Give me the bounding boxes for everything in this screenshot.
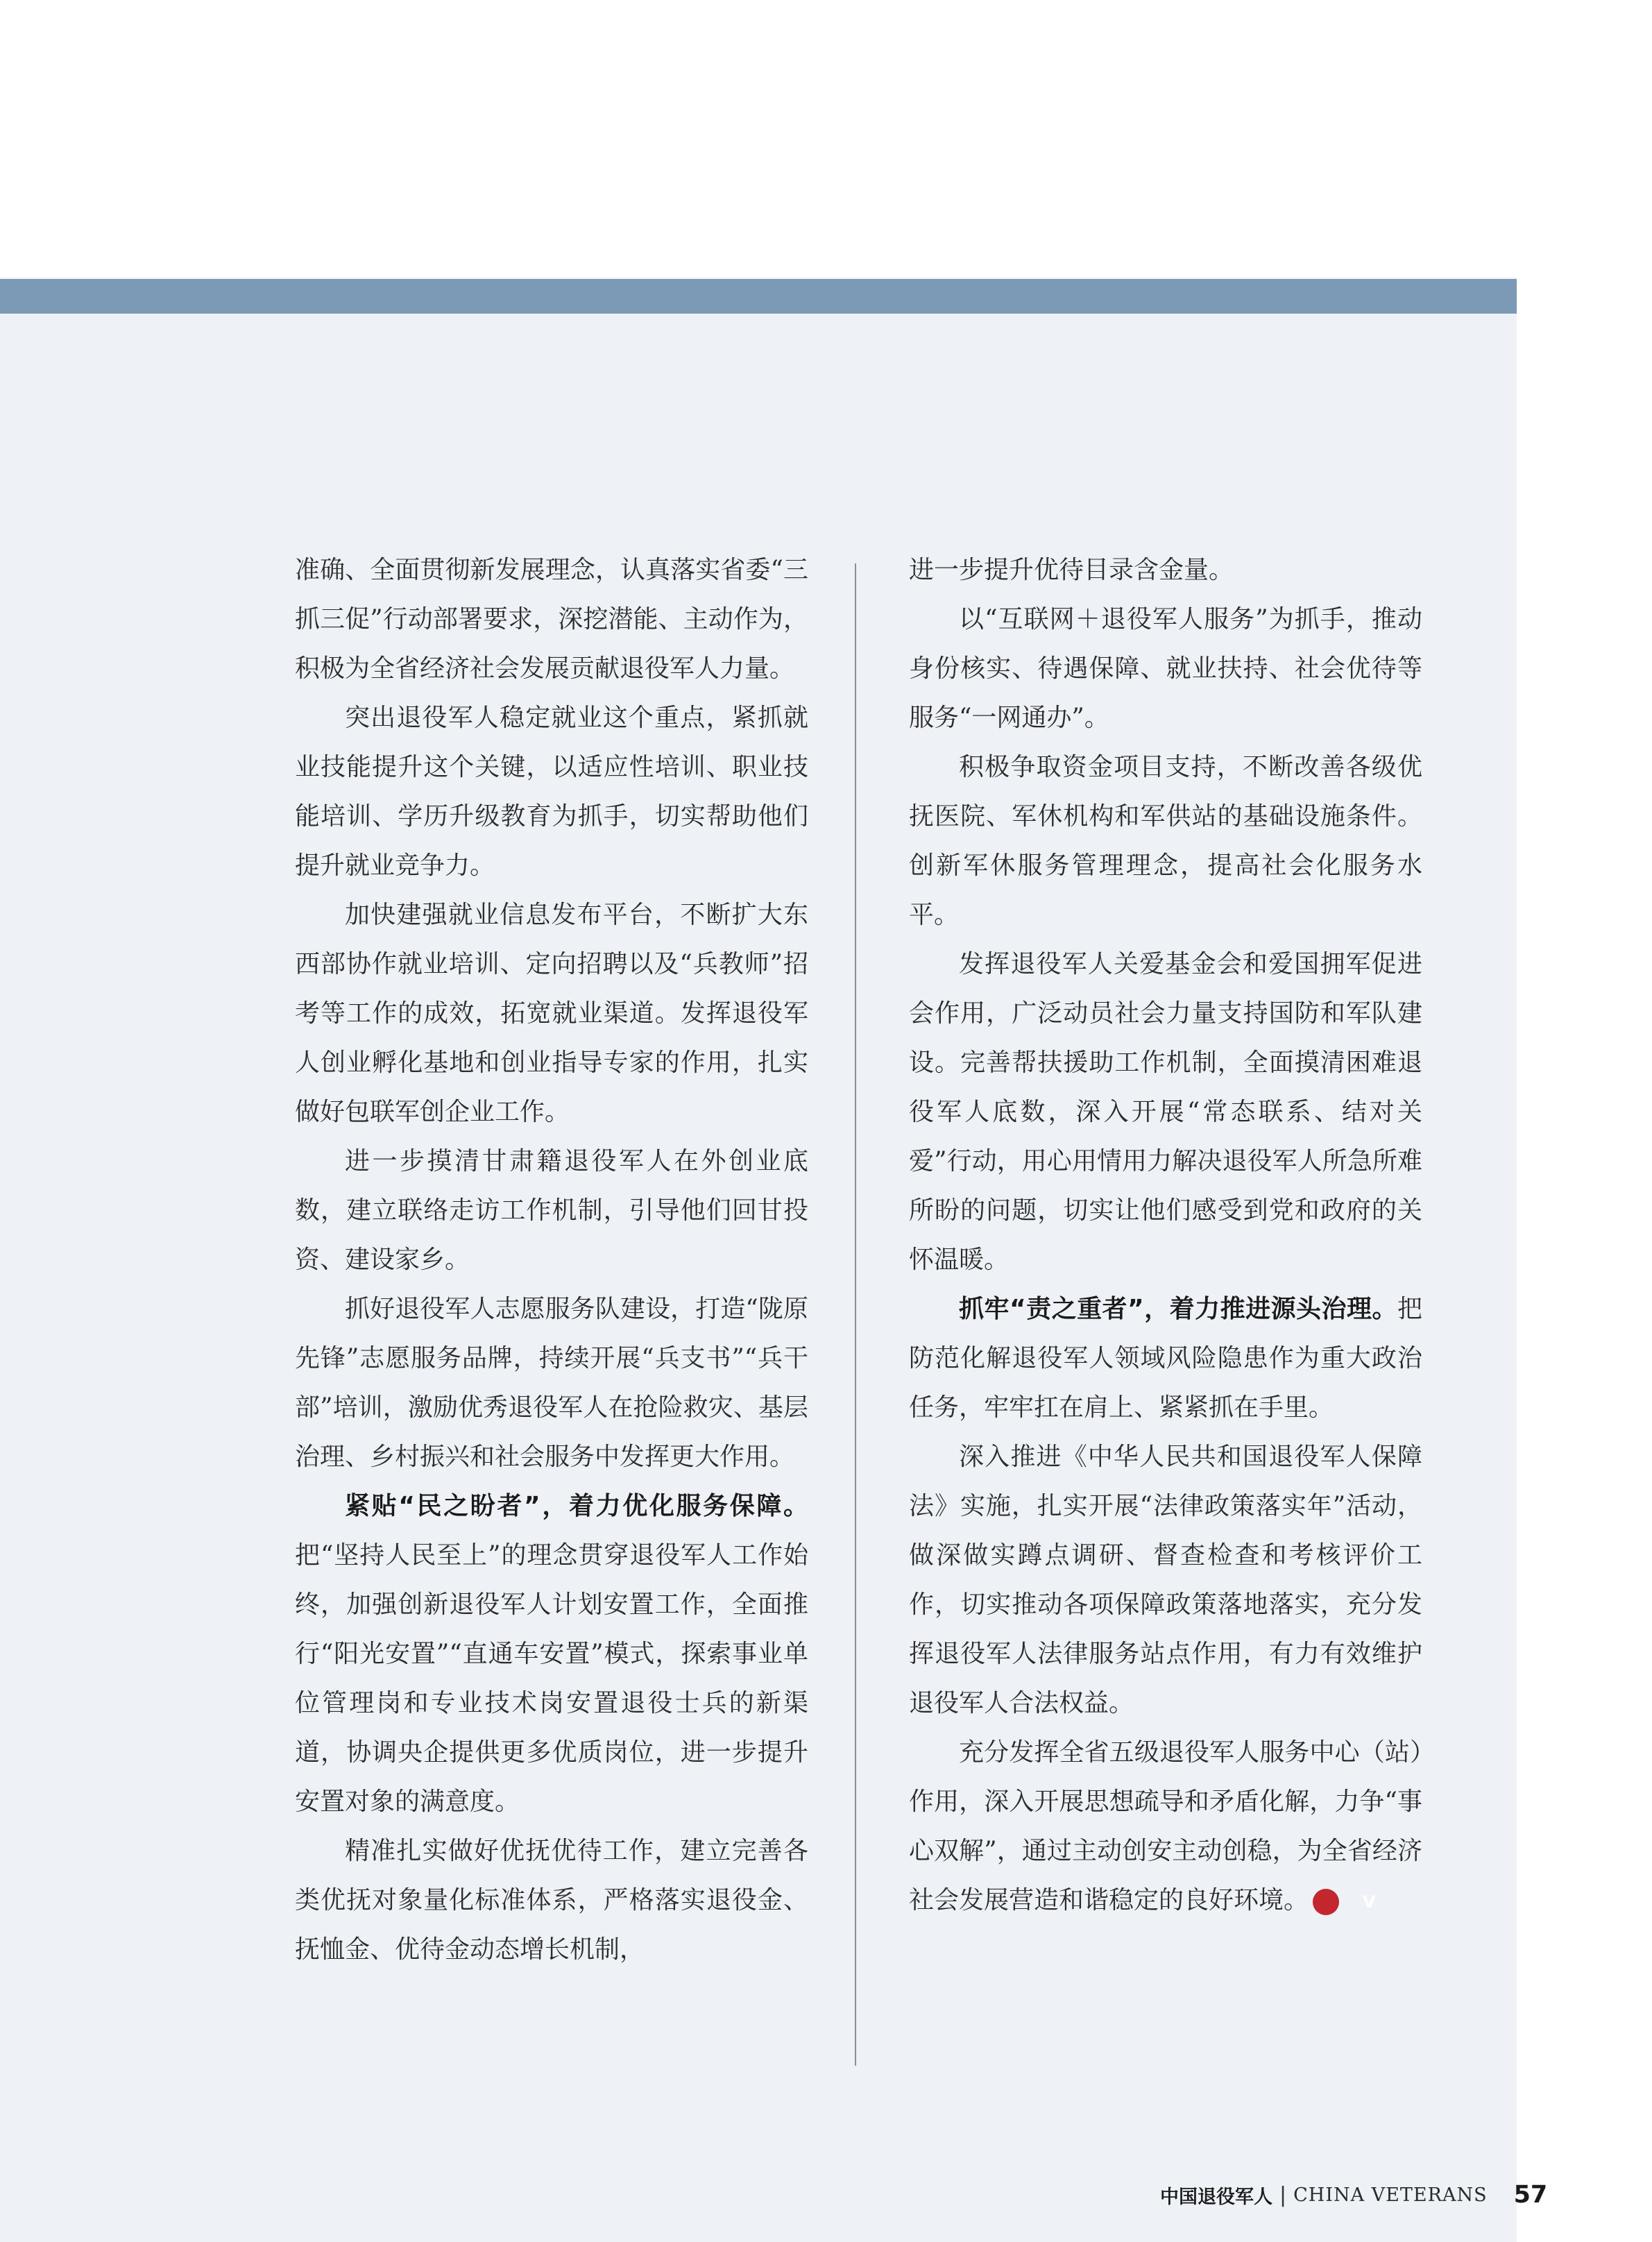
- paragraph: [909, 1432, 1422, 1728]
- paragraph: [295, 1137, 808, 1284]
- paragraph-text: 积极争取资金项目支持，不断改善各级优抚医院、军休机构和军供站的基础设施条件。创新军休服务管理理念，提高社会化服务水平。: [909, 753, 1422, 929]
- paragraph: [909, 940, 1422, 1284]
- paragraph-text: 加快建强就业信息发布平台，不断扩大东西部协作就业培训、定向招聘以及“兵教师”招考等工作的成效，拓宽就业渠道。发挥退役军人创业孵化基地和创业指导专家的作用，扎实做好包联军创企业工作。: [295, 901, 808, 1126]
- paragraph: [909, 545, 1422, 595]
- paragraph-text: 突出退役军人稳定就业这个重点，紧抓就业技能提升这个关键，以适应性培训、职业技能培训、学历升级教育为抓手，切实帮助他们提升就业竞争力。: [295, 704, 808, 880]
- paragraph: [909, 1284, 1422, 1432]
- magazine-name-cn: 中国退役军人: [1160, 2186, 1272, 2208]
- page-number: 57: [1513, 2181, 1548, 2209]
- paragraph-text: 抓好退役军人志愿服务队建设，打造“陇原先锋”志愿服务品牌，持续开展“兵支书”“兵干部”培训，激励优秀退役军人在抢险救灾、基层治理、乡村振兴和社会服务中发挥更大作用。: [295, 1295, 808, 1471]
- left-text-column: [295, 545, 808, 1974]
- page-footer: [1160, 2177, 1547, 2212]
- paragraph-text: 把防范化解退役军人领域风险隐患作为重大政治任务，牢牢扛在肩上、紧紧抓在手里。: [909, 1295, 1422, 1422]
- header-color-band: [0, 279, 1517, 314]
- right-text-column: [909, 545, 1422, 1925]
- paragraph-text: 进一步提升优待目录含金量。: [909, 556, 1234, 584]
- paragraph: [909, 595, 1422, 742]
- paragraph-text: 充分发挥全省五级退役军人服务中心（站）作用，深入开展思想疏导和矛盾化解，力争“事心双解”，通过主动创安主动创稳，为全省经济社会发展营造和谐稳定的良好环境。: [909, 1738, 1422, 1914]
- paragraph: [909, 742, 1422, 940]
- paragraph: [295, 890, 808, 1137]
- paragraph-text: 进一步摸清甘肃籍退役军人在外创业底数，建立联络走访工作机制，引导他们回甘投资、建设家乡。: [295, 1147, 808, 1274]
- paragraph-text: 深入推进《中华人民共和国退役军人保障法》实施，扎实开展“法律政策落实年”活动，做深做实蹲点调研、督查检查和考核评价工作，切实推动各项保障政策落地落实，充分发挥退役军人法律服务站点作用，有力有效维护退役军人合法权益。: [909, 1443, 1422, 1717]
- paragraph: [295, 1826, 808, 1974]
- paragraph: [295, 545, 808, 693]
- paragraph: [909, 1728, 1422, 1925]
- paragraph-text: 准确、全面贯彻新发展理念，认真落实省委“三抓三促”行动部署要求，深挖潜能、主动作为，积极为全省经济社会发展贡献退役军人力量。: [295, 556, 808, 683]
- paragraph-text: 把“坚持人民至上”的理念贯穿退役军人工作始终，加强创新退役军人计划安置工作，全面推行“阳光安置”“直通车安置”模式，探索事业单位管理岗和专业技术岗安置退役士兵的新渠道，协调央企提供更多优质岗位，进一步提升安置对象的满意度。: [295, 1541, 808, 1816]
- end-mark-icon: V: [1313, 1889, 1339, 1915]
- column-divider: [855, 563, 856, 2066]
- section-lead: 抓牢“责之重者”，着力推进源头治理。: [959, 1295, 1397, 1323]
- paragraph-text: 发挥退役军人关爱基金会和爱国拥军促进会作用，广泛动员社会力量支持国防和军队建设。完善帮扶援助工作机制，全面摸清困难退役军人底数，深入开展“常态联系、结对关爱”行动，用心用情用力解决退役军人所急所难所盼的问题，切实让他们感受到党和政府的关怀温暖。: [909, 950, 1422, 1274]
- paragraph: [295, 1284, 808, 1481]
- footer-separator: |: [1279, 2182, 1287, 2207]
- section-lead: 紧贴“民之盼者”，着力优化服务保障。: [345, 1492, 808, 1520]
- paragraph-text: 精准扎实做好优抚优待工作，建立完善各类优抚对象量化标准体系，严格落实退役金、抚恤金、优待金动态增长机制，: [295, 1837, 808, 1964]
- paragraph: [295, 693, 808, 890]
- magazine-name-en: CHINA VETERANS: [1293, 2184, 1488, 2206]
- paragraph: [295, 1481, 808, 1826]
- paragraph-text: 以“互联网＋退役军人服务”为抓手，推动身份核实、待遇保障、就业扶持、社会优待等服务“一网通办”。: [909, 605, 1422, 732]
